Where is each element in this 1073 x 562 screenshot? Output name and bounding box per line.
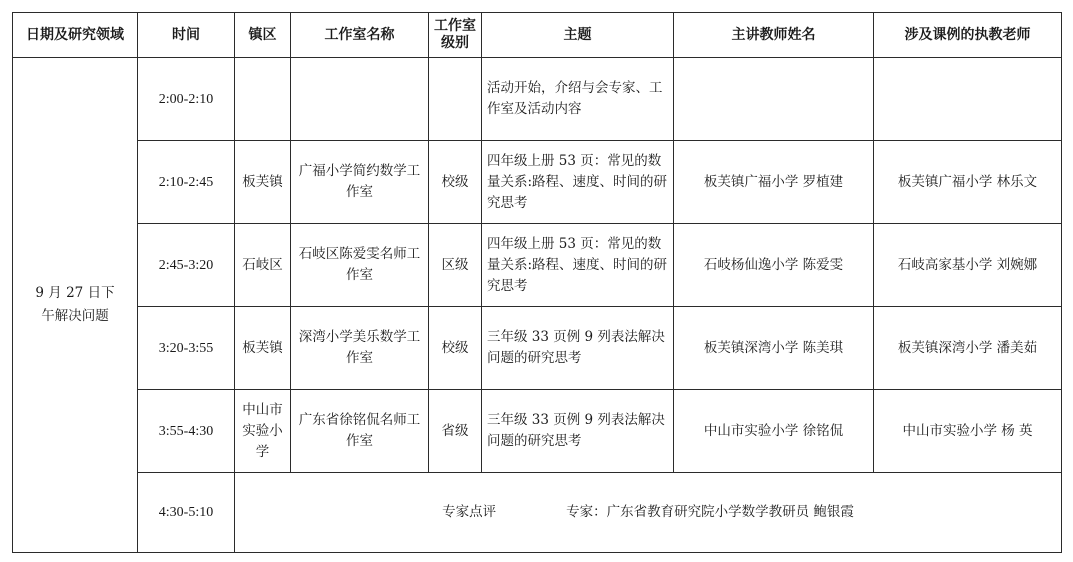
schedule-table (12, 12, 1062, 553)
time-cell: 3:55-4:30 (138, 390, 235, 473)
studio-name-cell: 深湾小学美乐数学工作室 (291, 307, 429, 390)
header-lecturer: 主讲教师姓名 (674, 13, 874, 58)
header-topic: 主题 (482, 13, 674, 58)
table-row (13, 141, 1062, 224)
teachers-cell: 石岐高家基小学 刘婉娜 (874, 224, 1062, 307)
lecturer-cell: 板芙镇广福小学 罗植建 (674, 141, 874, 224)
topic-cell: 三年级 33 页例 9 列表法解决问题的研究思考 (482, 307, 674, 390)
studio-level-cell: 区级 (429, 224, 482, 307)
studio-level-cell (429, 58, 482, 141)
lecturer-cell: 石岐杨仙逸小学 陈爱雯 (674, 224, 874, 307)
schedule-document (12, 12, 1062, 553)
table-row (13, 58, 1062, 141)
studio-name-cell: 石岐区陈爱雯名师工作室 (291, 224, 429, 307)
date-field-cell (13, 58, 138, 553)
table-row (13, 307, 1062, 390)
studio-level-cell: 校级 (429, 141, 482, 224)
header-row (13, 13, 1062, 58)
teachers-cell: 板芙镇深湾小学 潘美茹 (874, 307, 1062, 390)
time-cell: 2:45-3:20 (138, 224, 235, 307)
date-field-text: 9 月 27 日下午解决问题 (35, 285, 115, 324)
teachers-cell: 板芙镇广福小学 林乐文 (874, 141, 1062, 224)
studio-name-cell (291, 58, 429, 141)
time-cell: 2:00-2:10 (138, 58, 235, 141)
topic-cell: 活动开始，介绍与会专家、工作室及活动内容 (482, 58, 674, 141)
time-cell: 4:30-5:10 (138, 473, 235, 553)
district-cell (235, 58, 291, 141)
expert-review-row (13, 473, 1062, 553)
studio-name-cell: 广东省徐铭侃名师工作室 (291, 390, 429, 473)
header-teachers: 涉及课例的执教老师 (874, 13, 1062, 58)
studio-level-cell: 省级 (429, 390, 482, 473)
studio-level-cell: 校级 (429, 307, 482, 390)
lecturer-cell: 板芙镇深湾小学 陈美琪 (674, 307, 874, 390)
expert-review-label: 专家点评 (442, 504, 497, 520)
lecturer-cell (674, 58, 874, 141)
time-cell: 2:10-2:45 (138, 141, 235, 224)
header-studio-level: 工作室级别 (429, 13, 482, 58)
lecturer-cell: 中山市实验小学 徐铭侃 (674, 390, 874, 473)
header-time: 时间 (138, 13, 235, 58)
header-district: 镇区 (235, 13, 291, 58)
district-cell: 中山市实验小学 (235, 390, 291, 473)
expert-review-cell (235, 473, 1062, 553)
header-date-field: 日期及研究领域 (13, 13, 138, 58)
expert-name: 专家：广东省教育研究院小学数学教研员 鲍银霞 (566, 504, 854, 520)
district-cell: 石岐区 (235, 224, 291, 307)
district-cell: 板芙镇 (235, 141, 291, 224)
topic-cell: 四年级上册 53 页：常见的数量关系:路程、速度、时间的研究思考 (482, 224, 674, 307)
time-cell: 3:20-3:55 (138, 307, 235, 390)
district-cell: 板芙镇 (235, 307, 291, 390)
studio-name-cell: 广福小学简约数学工作室 (291, 141, 429, 224)
topic-cell: 三年级 33 页例 9 列表法解决问题的研究思考 (482, 390, 674, 473)
table-row (13, 224, 1062, 307)
topic-cell: 四年级上册 53 页：常见的数量关系:路程、速度、时间的研究思考 (482, 141, 674, 224)
table-row (13, 390, 1062, 473)
teachers-cell: 中山市实验小学 杨 英 (874, 390, 1062, 473)
header-studio-name: 工作室名称 (291, 13, 429, 58)
teachers-cell (874, 58, 1062, 141)
